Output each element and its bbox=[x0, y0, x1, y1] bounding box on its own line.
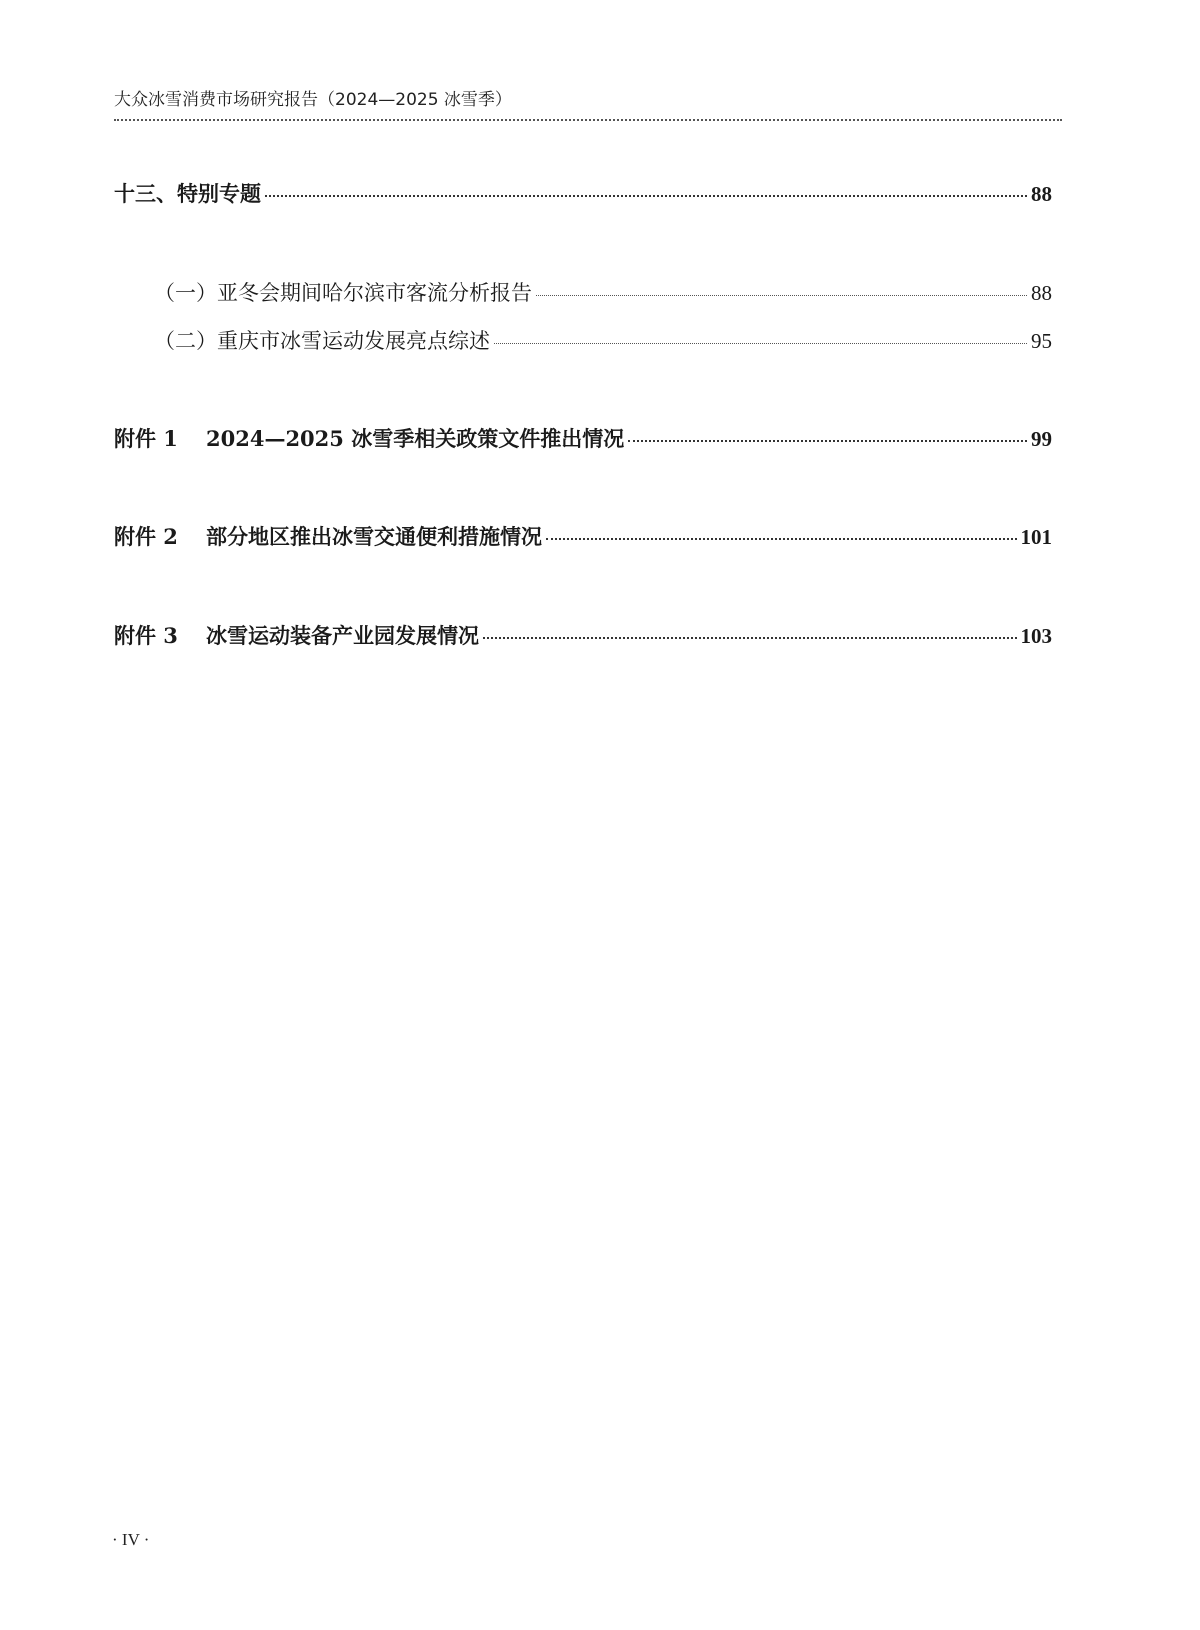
toc-entry-section-2[interactable] bbox=[154, 325, 1052, 355]
toc-dot-leader bbox=[483, 636, 1017, 639]
toc-entry-appendix-1[interactable] bbox=[114, 423, 1052, 453]
toc-dot-leader bbox=[265, 194, 1027, 197]
toc-dot-leader bbox=[536, 294, 1027, 296]
page-number-folio: · IV · bbox=[112, 1530, 150, 1549]
toc-entry-chapter-13[interactable] bbox=[114, 178, 1052, 208]
toc-page-number: 99 bbox=[1031, 427, 1052, 451]
toc-entry-label: 冰雪运动装备产业园发展情况 bbox=[206, 623, 479, 648]
toc-dot-leader bbox=[628, 439, 1027, 442]
running-header: 大众冰雪消费市场研究报告（2024—2025 冰雪季） bbox=[114, 90, 512, 110]
toc-entry-appendix-2[interactable] bbox=[114, 521, 1052, 551]
header-divider bbox=[114, 119, 1062, 121]
toc-entry-label: 部分地区推出冰雪交通便利措施情况 bbox=[206, 524, 542, 549]
toc-entry-label: （一）亚冬会期间哈尔滨市客流分析报告 bbox=[154, 281, 532, 305]
toc-page-number: 88 bbox=[1031, 281, 1052, 305]
toc-appendix-number: 附件 3 bbox=[114, 623, 178, 648]
toc-dot-leader bbox=[546, 537, 1017, 540]
toc-appendix-number: 附件 1 bbox=[114, 426, 178, 451]
toc-entry-label: 2024—2025 冰雪季相关政策文件推出情况 bbox=[206, 426, 625, 451]
toc-dot-leader bbox=[494, 342, 1027, 344]
toc-entry-label: （二）重庆市冰雪运动发展亮点综述 bbox=[154, 329, 490, 353]
toc-page-number: 103 bbox=[1020, 624, 1052, 648]
toc-entry-label: 十三、特别专题 bbox=[114, 181, 261, 206]
toc-page-number: 95 bbox=[1031, 329, 1052, 353]
toc-page-number: 88 bbox=[1031, 182, 1052, 206]
toc-appendix-number: 附件 2 bbox=[114, 524, 178, 549]
toc-entry-appendix-3[interactable] bbox=[114, 620, 1052, 650]
toc-entry-section-1[interactable] bbox=[154, 277, 1052, 307]
toc-page-number: 101 bbox=[1020, 525, 1052, 549]
